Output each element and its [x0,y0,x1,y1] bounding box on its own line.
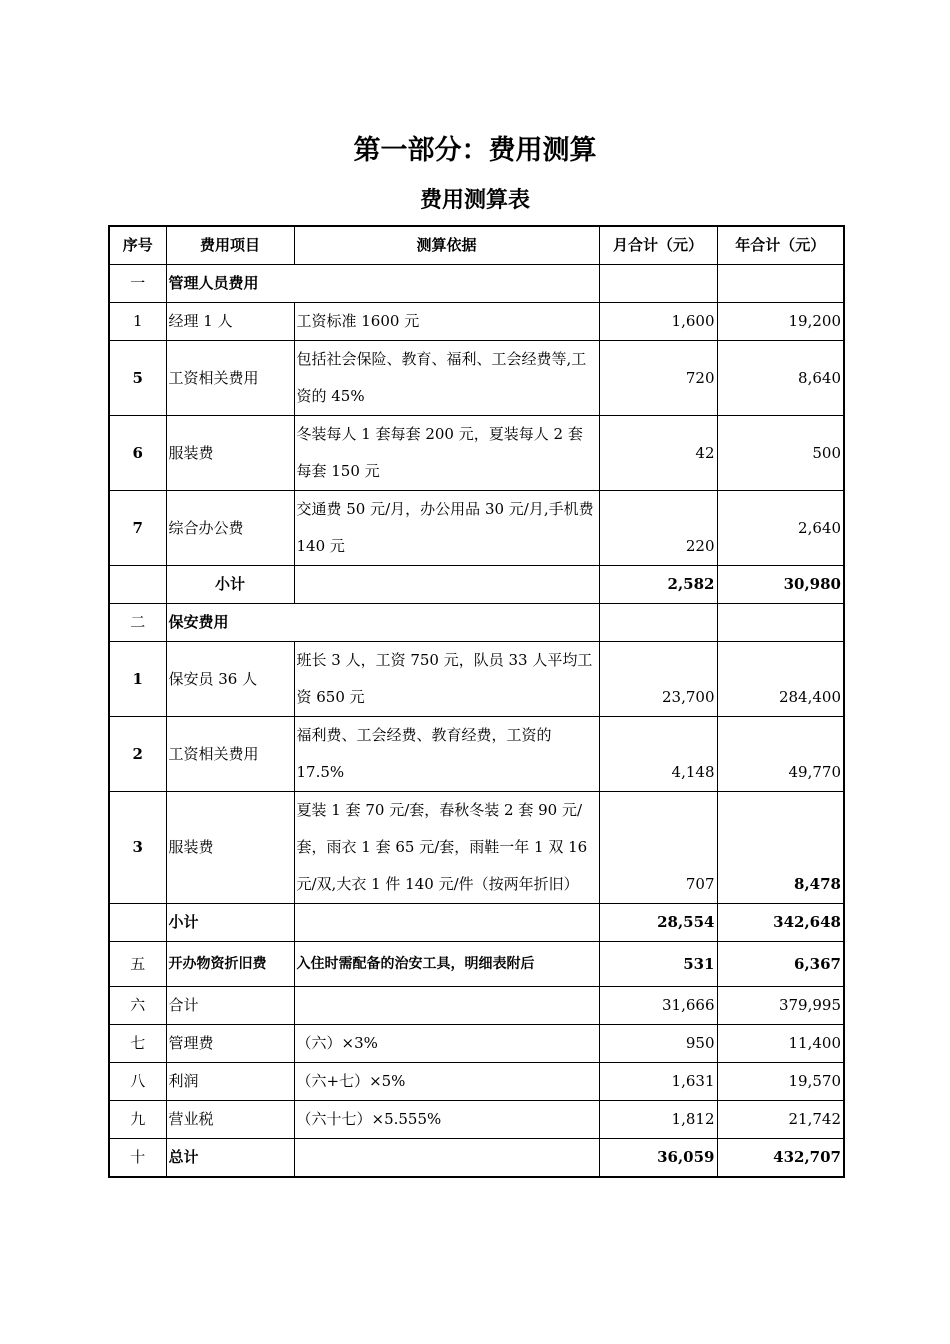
row-item: 小计 [166,566,294,604]
row-basis: 入住时需配备的治安工具，明细表附后 [294,942,599,987]
row-month: 28,554 [599,904,717,942]
header-cell: 测算依据 [294,226,599,265]
table-row [109,642,844,717]
table-row [109,491,844,566]
row-basis: 交通费 50 元/月，办公用品 30 元/月,手机费 140 元 [294,491,599,566]
row-month: 2,582 [599,566,717,604]
row-basis: （六）×3% [294,1025,599,1063]
row-month: 950 [599,1025,717,1063]
row-no: 七 [109,1025,166,1063]
header-cell: 年合计（元） [717,226,844,265]
row-basis [294,987,599,1025]
page-title: 第一部分：费用测算 [353,135,597,166]
row-year: 432,707 [717,1139,844,1178]
row-month: 31,666 [599,987,717,1025]
row-no: 1 [109,303,166,341]
row-item: 服装费 [166,416,294,491]
row-item: 合计 [166,987,294,1025]
table-header-row [109,226,844,265]
row-no: 5 [109,341,166,416]
row-item: 综合办公费 [166,491,294,566]
table-row [109,303,844,341]
table-row [109,341,844,416]
row-item: 利润 [166,1063,294,1101]
row-no: 九 [109,1101,166,1139]
table-row [109,604,844,642]
row-year: 6,367 [717,942,844,987]
row-year: 500 [717,416,844,491]
row-year: 8,640 [717,341,844,416]
row-no: 1 [109,642,166,717]
row-month: 1,600 [599,303,717,341]
row-no: 十 [109,1139,166,1178]
row-no: 3 [109,792,166,904]
table-row [109,416,844,491]
row-year: 11,400 [717,1025,844,1063]
row-month: 23,700 [599,642,717,717]
row-no: 六 [109,987,166,1025]
row-basis: 冬装每人 1 套每套 200 元，夏装每人 2 套每套 150 元 [294,416,599,491]
row-year: 379,995 [717,987,844,1025]
table-row [109,942,844,987]
row-basis: 夏装 1 套 70 元/套，春秋冬装 2 套 90 元/套，雨衣 1 套 65 元/套，雨鞋一年 1 双 16 元/双,大衣 1 件 140 元/件（按两年折旧） [294,792,599,904]
section-label: 保安费用 [166,604,599,642]
row-item: 开办物资折旧费 [166,942,294,987]
row-no: 八 [109,1063,166,1101]
row-item: 经理 1 人 [166,303,294,341]
row-basis: （六十七）×5.555% [294,1101,599,1139]
row-basis: （六+七）×5% [294,1063,599,1101]
header-cell: 月合计（元） [599,226,717,265]
row-basis: 工资标准 1600 元 [294,303,599,341]
row-item: 服装费 [166,792,294,904]
subtotal-row [109,904,844,942]
row-month: 707 [599,792,717,904]
table-row [109,987,844,1025]
total-row [109,1139,844,1178]
table-row [109,1063,844,1101]
row-year: 49,770 [717,717,844,792]
row-year: 284,400 [717,642,844,717]
row-year: 8,478 [717,792,844,904]
table-title: 费用测算表 [419,188,530,213]
row-month: 1,631 [599,1063,717,1101]
row-item: 小计 [166,904,294,942]
row-month: 220 [599,491,717,566]
header-cell: 费用项目 [166,226,294,265]
row-item: 管理费 [166,1025,294,1063]
row-basis: 班长 3 人，工资 750 元，队员 33 人平均工资 650 元 [294,642,599,717]
row-basis [294,904,599,942]
row-no [109,566,166,604]
row-item: 营业税 [166,1101,294,1139]
row-month: 1,812 [599,1101,717,1139]
table-row [109,265,844,303]
header-cell: 序号 [109,226,166,265]
row-item: 保安员 36 人 [166,642,294,717]
row-basis [294,1139,599,1178]
row-no: 7 [109,491,166,566]
table-row [109,792,844,904]
row-year: 30,980 [717,566,844,604]
row-item: 工资相关费用 [166,717,294,792]
row-basis: 福利费、工会经费、教育经费，工资的 17.5% [294,717,599,792]
row-year: 19,570 [717,1063,844,1101]
row-item: 工资相关费用 [166,341,294,416]
section-label: 管理人员费用 [166,265,599,303]
subtotal-row [109,566,844,604]
row-year [717,604,844,642]
row-no: 一 [109,265,166,303]
row-year: 2,640 [717,491,844,566]
row-no [109,904,166,942]
row-year [717,265,844,303]
row-basis [294,566,599,604]
table-row [109,1025,844,1063]
row-month: 36,059 [599,1139,717,1178]
row-month: 4,148 [599,717,717,792]
row-month: 42 [599,416,717,491]
table-row [109,717,844,792]
cost-table [108,225,845,1178]
row-no: 二 [109,604,166,642]
row-no: 6 [109,416,166,491]
row-year: 342,648 [717,904,844,942]
row-month [599,265,717,303]
row-month: 531 [599,942,717,987]
row-year: 19,200 [717,303,844,341]
row-basis: 包括社会保险、教育、福利、工会经费等,工资的 45% [294,341,599,416]
row-month [599,604,717,642]
row-no: 五 [109,942,166,987]
row-item: 总计 [166,1139,294,1178]
row-no: 2 [109,717,166,792]
table-row [109,1101,844,1139]
row-month: 720 [599,341,717,416]
row-year: 21,742 [717,1101,844,1139]
